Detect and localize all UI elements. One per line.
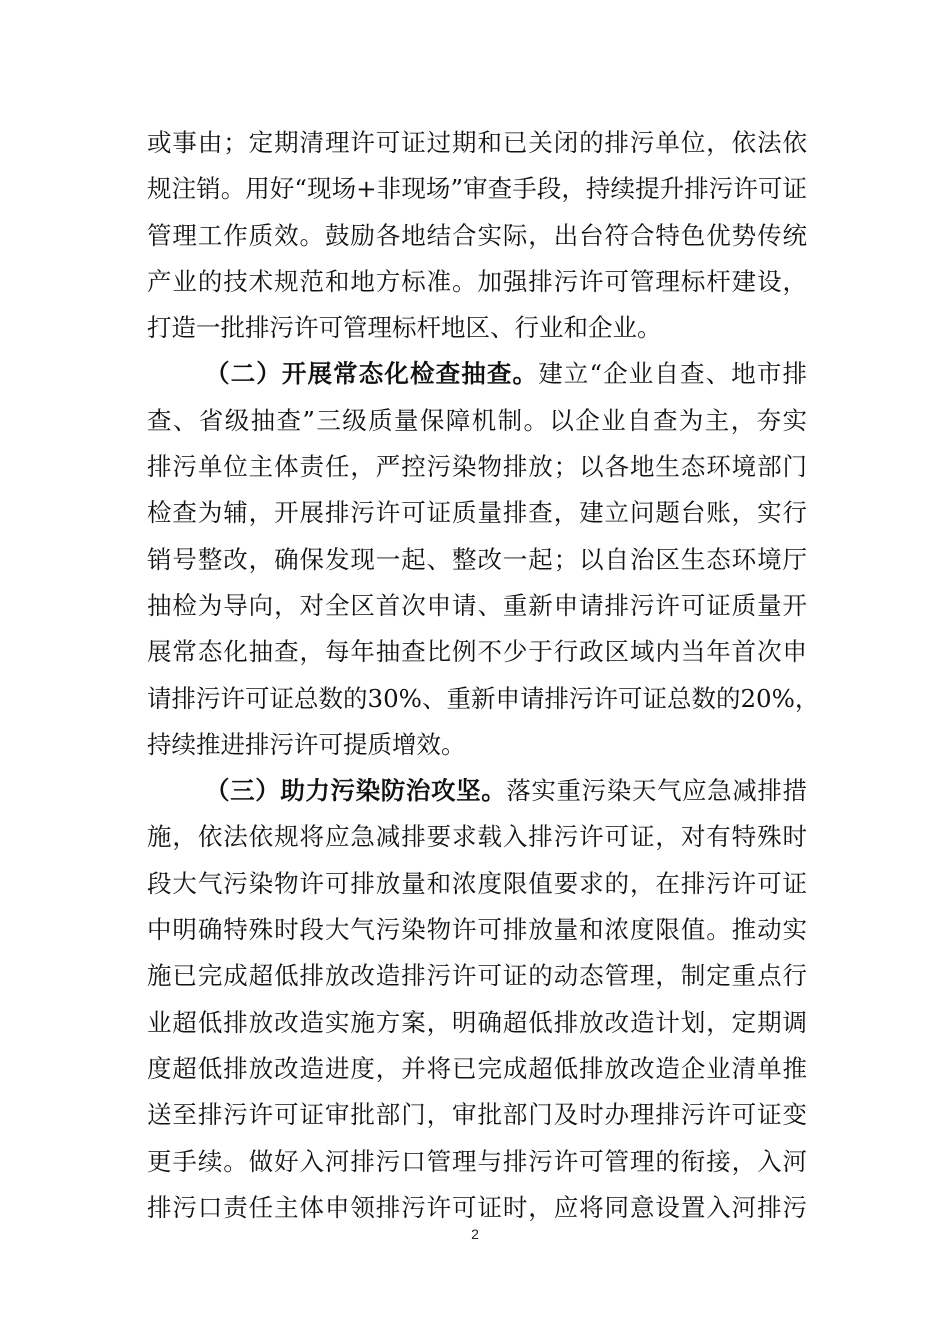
text-line: 持续推进排污许可提质增效。 <box>147 729 466 759</box>
text-line: 查、省级抽查”三级质量保障机制。以企业自查为主，夯实 <box>147 405 807 435</box>
text-line: 销号整改，确保发现一起、整改一起；以自治区生态环境厅 <box>147 544 807 574</box>
document-body <box>147 120 820 1231</box>
text-line: 或事由；定期清理许可证过期和已关闭的排污单位，依法依 <box>147 128 807 157</box>
paragraph-section-2 <box>147 351 820 768</box>
text-line: 施，依法依规将应急减排要求载入排污许可证，对有特殊时 <box>147 822 807 852</box>
text-line: 检查为辅，开展排污许可证质量排查，建立问题台账，实行 <box>147 498 807 528</box>
section-heading: （二）开展常态化检查抽查。 <box>205 359 539 389</box>
text-line: 度超低排放改造进度，并将已完成超低排放改造企业清单推 <box>147 1053 807 1083</box>
text-line-with-heading <box>147 351 807 397</box>
text-line: 展常态化抽查，每年抽查比例不少于行政区域内当年首次申 <box>147 637 807 667</box>
text-line: 业超低排放改造实施方案，明确超低排放改造计划，定期调 <box>147 1007 807 1037</box>
text-run: 落实重污染天气应急减排措 <box>506 776 808 806</box>
text-line: 排污口责任主体申领排污许可证时，应将同意设置入河排污 <box>147 1192 807 1222</box>
text-line: 产业的技术规范和地方标准。加强排污许可管理标杆建设， <box>147 266 807 296</box>
text-line: 施已完成超低排放改造排污许可证的动态管理，制定重点行 <box>147 961 807 991</box>
text-line: 抽检为导向，对全区首次申请、重新申请排污许可证质量开 <box>147 590 807 620</box>
text-line: 管理工作质效。鼓励各地结合实际，出台符合特色优势传统 <box>147 220 807 250</box>
paragraph-continuation <box>147 120 807 351</box>
text-line: 排污单位主体责任，严控污染物排放；以各地生态环境部门 <box>147 452 807 482</box>
text-run: 建立“企业自查、地市排 <box>538 359 808 389</box>
text-line: 请排污许可证总数的30%、重新申请排污许可证总数的20%， <box>147 683 820 713</box>
paragraph-section-3 <box>147 768 807 1231</box>
text-line: 规注销。用好“现场+非现场”审查手段，持续提升排污许可证 <box>147 174 807 204</box>
text-line: 更手续。做好入河排污口管理与排污许可管理的衔接，入河 <box>147 1146 807 1176</box>
text-line: 送至排污许可证审批部门，审批部门及时办理排污许可证变 <box>147 1100 807 1130</box>
text-line-with-heading <box>147 768 807 814</box>
section-heading: （三）助力污染防治攻坚。 <box>205 776 507 806</box>
text-line: 段大气污染物许可排放量和浓度限值要求的，在排污许可证 <box>147 868 807 898</box>
text-line: 中明确特殊时段大气污染物许可排放量和浓度限值。推动实 <box>147 915 807 945</box>
page-number: 2 <box>471 1226 479 1242</box>
text-line: 打造一批排污许可管理标杆地区、行业和企业。 <box>147 313 662 343</box>
